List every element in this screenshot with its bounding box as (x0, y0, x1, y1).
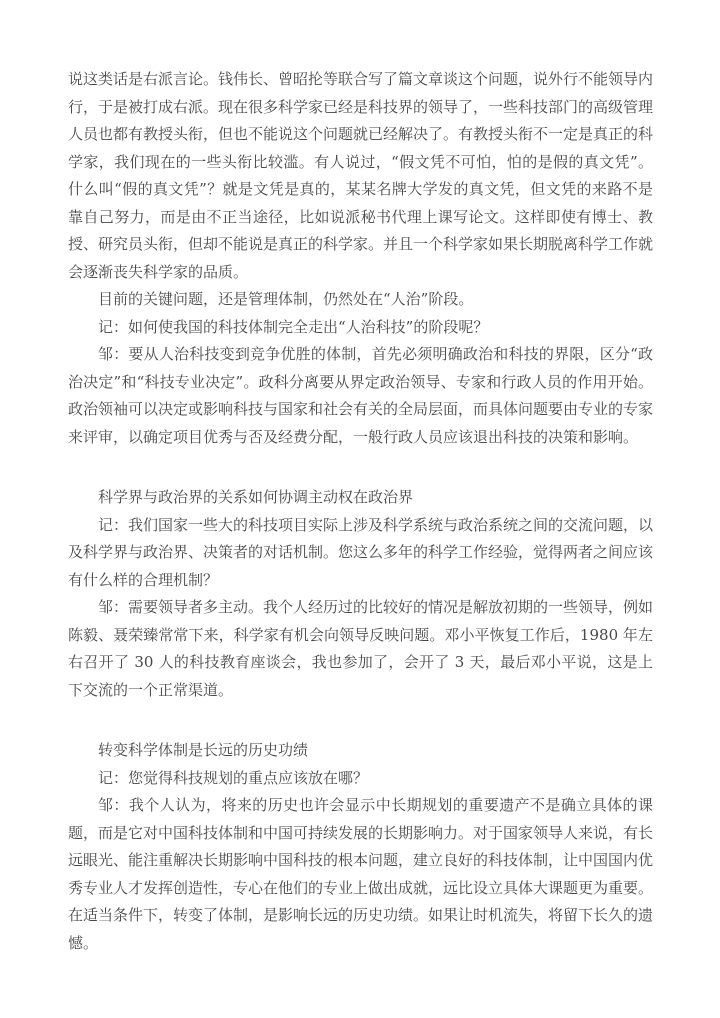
paragraph-answer: 邹：我个人认为，将来的历史也许会显示中长期规划的重要遗产不是确立具体的课题，而是它对中国科技体制和中国可持续发展的长期影响力。对于国家领导人来说，有长远眼光、能注重解决长期影响中国科技的根本问题，建立良好的科技体制，让中国国内优秀专业人才发挥创造性，专心在他们的专业上做出成就，远比设立具体大课题更为重要。在适当条件下，转变了体制，是影响长远的历史功绩。如果让时机流失，将留下长久的遗憾。 (68, 796, 654, 952)
paragraph: 说这类话是右派言论。钱伟长、曾昭抡等联合写了篇文章谈这个问题，说外行不能领导内行，于是被打成右派。现在很多科学家已经是科技界的领导了，一些科技部门的高级管理人员也都有教授头衔，但也不能说这个问题就已经解决了。有教授头衔不一定是真正的科学家，我们现在的一些头衔比较滥。有人说过，“假文凭不可怕，怕的是假的真文凭”。什么叫“假的真文凭”？就是文凭是真的，某某名牌大学发的真文凭，但文凭的来路不是靠自己努力，而是由不正当途径，比如说派秘书代理上课写论文。这样即使有博士、教授、研究员头衔，但却不能说是真正的科学家。并且一个科学家如果长期脱离科学工作就会逐渐丧失科学家的品质。 (68, 70, 654, 281)
section-heading: 转变科学体制是长远的历史功绩 (98, 741, 309, 759)
section-heading: 科学界与政治界的关系如何协调主动权在政治界 (98, 488, 414, 506)
paragraph-question: 记：我们国家一些大的科技项目实际上涉及科学系统与政治系统之间的交流问题，以及科学界与政治界、决策者的对话机制。您这么多年的科学工作经验，觉得两者之间应该有什么样的合理机制？ (68, 515, 654, 589)
paragraph-question: 记：如何使我国的科技体制完全走出“人治科技”的阶段呢？ (98, 317, 489, 336)
paragraph: 目前的关键问题，还是管理体制，仍然处在“人治”阶段。 (98, 290, 474, 308)
paragraph-question: 记：您觉得科技规划的重点应该放在哪？ (98, 768, 369, 787)
paragraph-answer: 邹：需要领导者多主动。我个人经历过的比较好的情况是解放初期的一些领导，例如陈毅、聂荣臻常常下来，科学家有机会向领导反映问题。邓小平恢复工作后，1980 年左右召开了 30 人的科技教育座谈会，我也参加了，会开了 3 天，最后邓小平说，这是上下交流的一个正常渠道。 (68, 598, 654, 699)
paragraph-answer: 邹：要从人治科技变到竞争优胜的体制，首先必须明确政治和科技的界限，区分“政治决定”和“科技专业决定”。政科分离要从界定政治领导、专家和行政人员的作用开始。政治领袖可以决定或影响科技与国家和社会有关的全局层面，而具体问题要由专业的专家来评审，以确定项目优秀与否及经费分配，一般行政人员应该退出科技的决策和影响。 (68, 345, 654, 446)
